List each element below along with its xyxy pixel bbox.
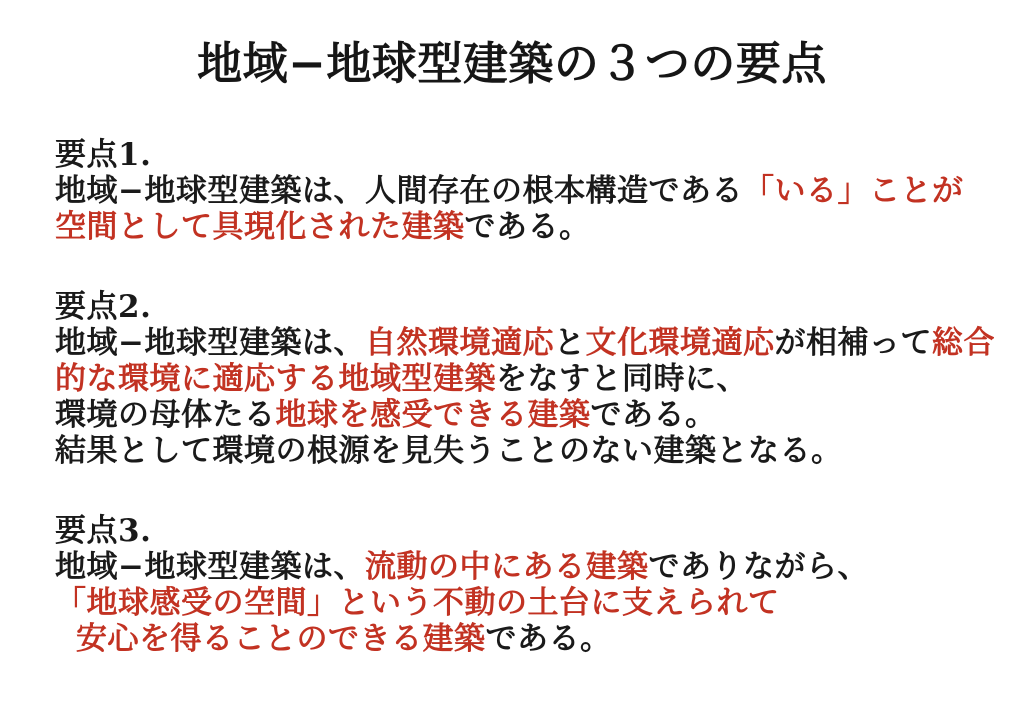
text-segment: 要点3. bbox=[55, 513, 152, 549]
text-segment: 地域−地球型建築は、人間存在の根本構造である bbox=[55, 173, 743, 209]
text-segment: をなすと同時に、 bbox=[496, 361, 748, 397]
point-2-section bbox=[55, 289, 1004, 469]
text-segment: 「地球感受の空間」という不動の土台に支えられて bbox=[55, 585, 780, 621]
text-segment: 要点2. bbox=[55, 289, 152, 325]
text-line bbox=[55, 173, 1004, 209]
text-segment: 的な環境に適応する地域型建築 bbox=[55, 361, 496, 397]
text-line bbox=[55, 325, 1004, 361]
text-segment: 結果として環境の根源を見失うことのない建築となる。 bbox=[55, 433, 843, 469]
slide-body bbox=[55, 137, 1004, 657]
text-line bbox=[55, 361, 1004, 397]
point-2-heading bbox=[55, 289, 1004, 325]
text-segment: 地球を感受できる建築 bbox=[275, 397, 591, 433]
text-line bbox=[55, 549, 1004, 585]
point-1-section bbox=[55, 137, 1004, 245]
text-segment: 自然環境適応 bbox=[364, 325, 554, 361]
text-segment: が相補って bbox=[774, 325, 932, 361]
text-segment: 文化環境適応 bbox=[585, 325, 775, 361]
text-segment: である。 bbox=[485, 621, 612, 657]
point-3-section bbox=[55, 513, 1004, 657]
text-line bbox=[55, 209, 1004, 245]
text-segment: 総合 bbox=[931, 325, 995, 361]
text-segment: 要点1. bbox=[55, 137, 152, 173]
text-segment: 空間として具現化された建築 bbox=[55, 209, 465, 245]
text-line bbox=[55, 433, 1004, 469]
point-1-heading bbox=[55, 137, 1004, 173]
page-title: 地域−地球型建築の３つの要点 bbox=[197, 37, 827, 90]
text-segment: 「いる」ことが bbox=[742, 173, 964, 209]
text-line bbox=[55, 397, 1004, 433]
text-segment: である。 bbox=[590, 397, 717, 433]
text-line bbox=[55, 585, 1004, 621]
text-segment: である。 bbox=[464, 209, 591, 245]
text-line bbox=[55, 621, 1004, 657]
text-segment: と bbox=[553, 325, 586, 361]
point-3-heading bbox=[55, 513, 1004, 549]
text-segment: 環境の母体たる bbox=[55, 397, 276, 433]
text-segment: 流動の中にある建築 bbox=[364, 549, 649, 585]
text-segment: 安心を得ることのできる建築 bbox=[76, 621, 486, 657]
text-segment: 地域−地球型建築は、 bbox=[55, 325, 365, 361]
text-segment: でありながら、 bbox=[648, 549, 869, 585]
text-segment: 地域−地球型建築は、 bbox=[55, 549, 365, 585]
